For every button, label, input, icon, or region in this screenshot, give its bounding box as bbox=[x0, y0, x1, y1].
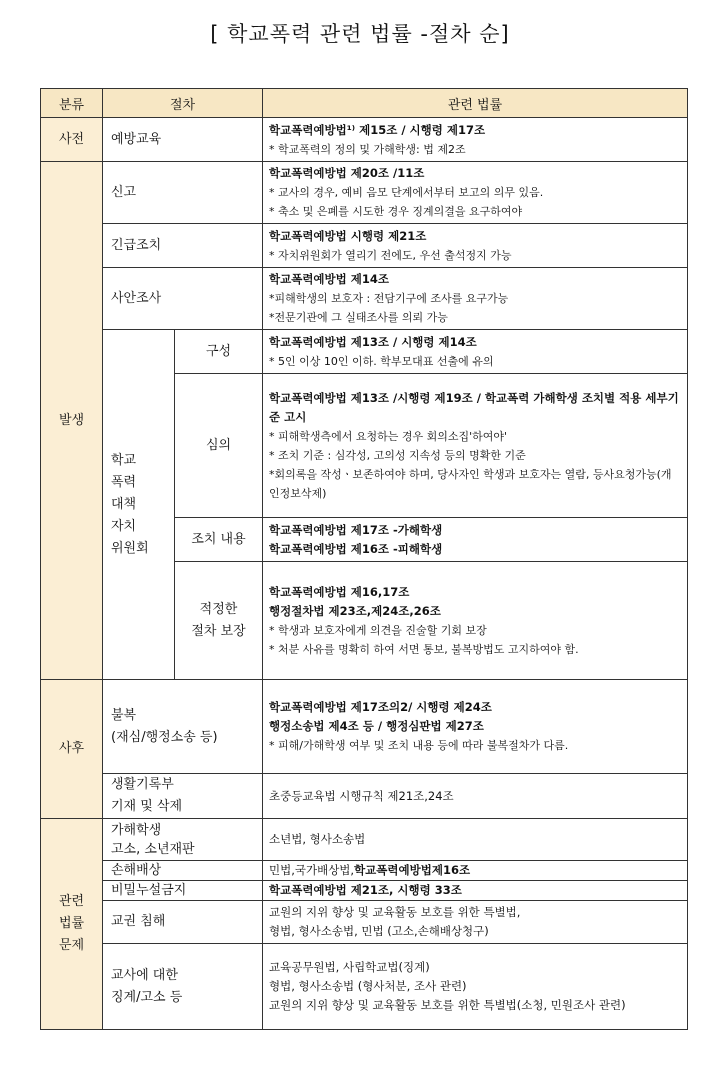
table-row bbox=[41, 861, 688, 881]
offender-label-line: 가해학생 bbox=[111, 822, 162, 838]
law-emergency bbox=[263, 224, 688, 268]
law-teacher-rights bbox=[263, 901, 688, 944]
table-row bbox=[41, 268, 688, 330]
law-line: 초중등교육법 시행규칙 제21조,24조 bbox=[269, 788, 454, 803]
header-procedure: 절차 bbox=[103, 89, 263, 118]
law-note: * 교사의 경우, 예비 음모 단계에서부터 보고의 의무 있음. bbox=[269, 186, 544, 199]
law-line: 학교폭력예방법 제21조, 시행령 33조 bbox=[269, 883, 462, 897]
law-investigation bbox=[263, 268, 688, 330]
discipline-label-line: 교사에 대한 bbox=[111, 967, 178, 983]
law-note: * 학생과 보호자에게 의견을 진술할 기회 보장 bbox=[269, 623, 487, 637]
appeal-label-line: (재심/행정소송 등) bbox=[111, 729, 218, 745]
table-row bbox=[41, 774, 688, 819]
discipline-label-line: 징계/고소 등 bbox=[111, 989, 183, 1005]
law-line: 교육공무원법, 사립학교법(징계) bbox=[269, 960, 430, 974]
step-record bbox=[103, 774, 263, 819]
law-appeal bbox=[263, 680, 688, 774]
page-title: [ 학교폭력 관련 법률 -절차 순] bbox=[210, 22, 510, 46]
law-note: *피해학생의 보호자 : 전담기구에 조사를 요구가능 bbox=[269, 292, 509, 305]
header-category: 분류 bbox=[41, 89, 103, 118]
step-emergency: 긴급조치 bbox=[103, 224, 263, 268]
law-line: 교원의 지위 향상 및 교육활동 보호를 위한 특별법, bbox=[269, 905, 521, 919]
committee-label-line: 위원회 bbox=[111, 540, 149, 556]
law-line: 학교폭력예방법 제17조의2/ 시행령 제24조 bbox=[269, 700, 492, 714]
table-row bbox=[41, 680, 688, 774]
step-investigation: 사안조사 bbox=[103, 268, 263, 330]
law-teacher-discipline bbox=[263, 944, 688, 1030]
law-line: 학교폭력예방법 제17조 -가해학생 bbox=[269, 522, 443, 537]
record-label-line: 기재 및 삭제 bbox=[111, 799, 183, 814]
law-note: * 축소 및 은폐를 시도한 경우 징계의결을 요구하여야 bbox=[269, 205, 523, 218]
law-line: 행정소송법 제4조 등 / 행정심판법 제27조 bbox=[269, 719, 484, 733]
law-line: 형법, 형사소송법 (형사처분, 조사 관련) bbox=[269, 979, 467, 993]
table-row bbox=[41, 330, 688, 374]
related-label-line: 법률 bbox=[58, 916, 85, 931]
category-related bbox=[41, 819, 103, 1030]
committee-label-line: 학교 bbox=[111, 452, 137, 468]
step-prevention: 예방교육 bbox=[103, 118, 263, 162]
law-line: 학교폭력예방법 제14조 bbox=[269, 272, 389, 286]
law-note: * 자치위원회가 열리기 전에도, 우선 출석정지 가능 bbox=[269, 248, 512, 262]
law-due-process bbox=[263, 562, 688, 680]
table-row bbox=[41, 819, 688, 861]
law-line: 교원의 지위 향상 및 교육활동 보호를 위한 특별법(소청, 민원조사 관련) bbox=[269, 998, 626, 1012]
table-row bbox=[41, 118, 688, 162]
category-pre: 사전 bbox=[41, 118, 103, 162]
law-prevention bbox=[263, 118, 688, 162]
law-line: 행정절차법 제23조,제24조,26조 bbox=[269, 603, 441, 618]
offender-label-line: 고소, 소년재판 bbox=[111, 841, 195, 857]
table-row bbox=[41, 944, 688, 1030]
law-record bbox=[263, 774, 688, 819]
law-note: * 처분 사유를 명확히 하여 서면 통보, 불복방법도 고지하여야 함. bbox=[269, 642, 579, 656]
law-line: 학교폭력예방법제16조 bbox=[354, 863, 471, 877]
step-committee bbox=[103, 330, 175, 680]
table-row bbox=[41, 162, 688, 224]
law-line: 민법,국가배상법, bbox=[269, 863, 355, 877]
step-report: 신고 bbox=[103, 162, 263, 224]
step-teacher-discipline bbox=[103, 944, 263, 1030]
step-appeal bbox=[103, 680, 263, 774]
related-label-line: 관련 bbox=[58, 894, 85, 909]
category-post: 사후 bbox=[41, 680, 103, 819]
table-row bbox=[41, 881, 688, 901]
record-label-line: 생활기록부 bbox=[111, 777, 174, 792]
law-line: 소년법, 형사소송법 bbox=[269, 832, 366, 846]
substep-review: 심의 bbox=[175, 374, 263, 518]
step-teacher-rights: 교권 침해 bbox=[103, 901, 263, 944]
law-secrecy bbox=[263, 881, 688, 901]
law-line: 학교폭력예방법 제16조 -피해학생 bbox=[269, 541, 443, 556]
step-secrecy: 비밀누설금지 bbox=[103, 881, 263, 901]
law-note: *회의록을 작성ㆍ보존하여야 하며, 당사자인 학생과 보호자는 열람, 등사요청가능(개인정보삭제) bbox=[269, 467, 672, 500]
law-line: 학교폭력예방법¹⁾ 제15조 / 시행령 제17조 bbox=[269, 122, 486, 137]
law-line: 학교폭력예방법 제20조 /11조 bbox=[269, 166, 425, 180]
committee-label-line: 대책 bbox=[111, 496, 137, 512]
appeal-label-line: 불복 bbox=[111, 707, 137, 723]
law-line: 학교폭력예방법 제16,17조 bbox=[269, 584, 410, 599]
related-label-line: 문제 bbox=[58, 938, 85, 953]
law-line: 학교폭력예방법 제13조 / 시행령 제14조 bbox=[269, 334, 477, 349]
substep-composition: 구성 bbox=[175, 330, 263, 374]
law-composition bbox=[263, 330, 688, 374]
law-line: 학교폭력예방법 제13조 /시행령 제19조 / 학교폭력 가해학생 조치별 적용 세부기준 고시 bbox=[269, 390, 679, 424]
law-note: * 조치 기준 : 심각성, 고의성 지속성 등의 명확한 기준 bbox=[269, 448, 526, 462]
substep-due-process bbox=[175, 562, 263, 680]
law-note: * 피해/가해학생 여부 및 조치 내용 등에 따라 불복절차가 다름. bbox=[269, 739, 569, 752]
law-line: 학교폭력예방법 시행령 제21조 bbox=[269, 228, 427, 243]
header-law: 관련 법률 bbox=[263, 89, 688, 118]
step-offender bbox=[103, 819, 263, 861]
step-damages: 손해배상 bbox=[103, 861, 263, 881]
category-occurrence: 발생 bbox=[41, 162, 103, 680]
table-header-row bbox=[41, 89, 688, 118]
table-row bbox=[41, 901, 688, 944]
committee-label-line: 폭력 bbox=[111, 474, 137, 490]
law-note: * 학교폭력의 정의 및 가해학생: 법 제2조 bbox=[269, 142, 466, 156]
due-process-label-line: 적정한 bbox=[199, 601, 238, 617]
law-report bbox=[263, 162, 688, 224]
law-review bbox=[263, 374, 688, 518]
law-offender bbox=[263, 819, 688, 861]
committee-label-line: 자치 bbox=[111, 518, 137, 534]
law-note: *전문기관에 그 실태조사를 의뢰 가능 bbox=[269, 311, 448, 324]
table-row bbox=[41, 224, 688, 268]
law-damages bbox=[263, 861, 688, 881]
law-measures bbox=[263, 518, 688, 562]
law-line: 형법, 형사소송법, 민법 (고소,손해배상청구) bbox=[269, 924, 489, 938]
due-process-label-line: 절차 보장 bbox=[191, 623, 246, 639]
law-table bbox=[40, 88, 688, 1030]
substep-measures: 조치 내용 bbox=[175, 518, 263, 562]
law-note: * 피해학생측에서 요청하는 경우 회의소집'하여야' bbox=[269, 429, 508, 443]
law-note: * 5인 이상 10인 이하. 학부모대표 선출에 유의 bbox=[269, 354, 494, 368]
